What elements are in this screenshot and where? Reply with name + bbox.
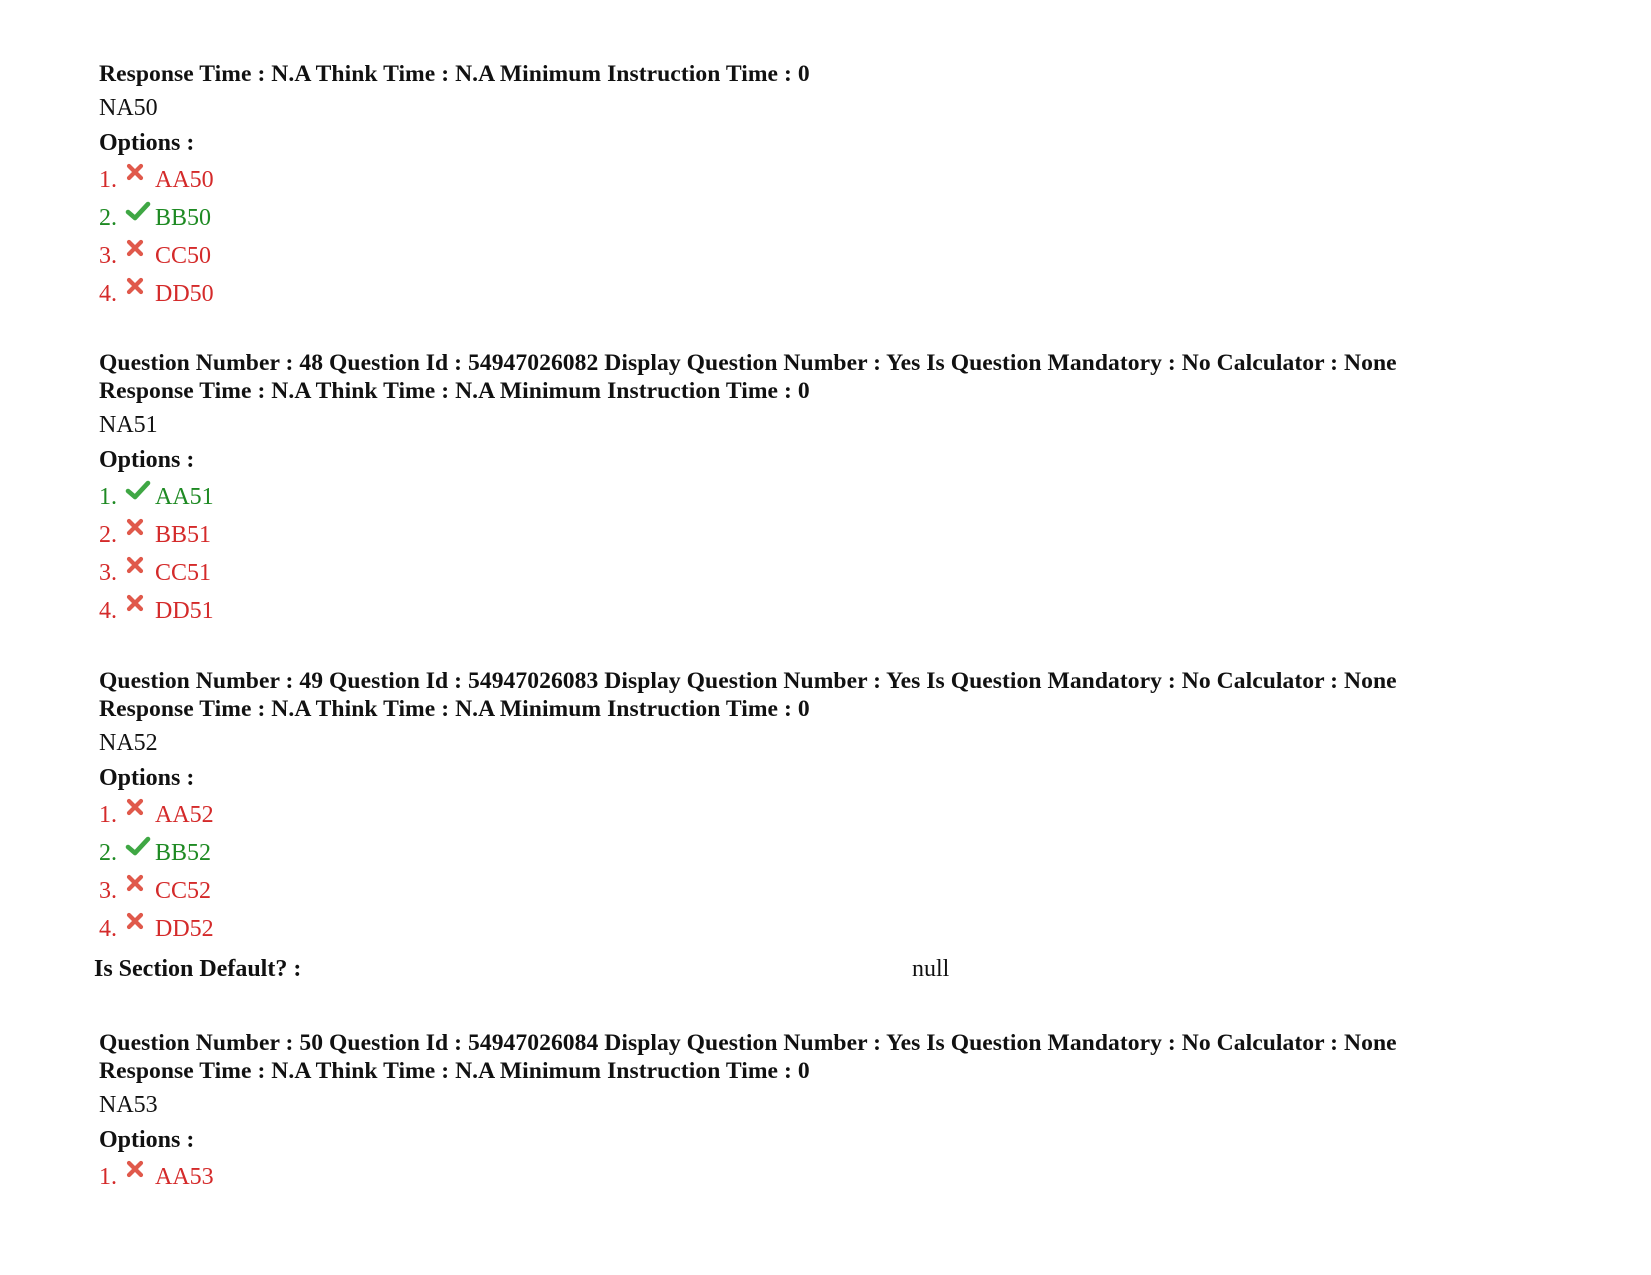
- option-number: 2.: [99, 840, 117, 866]
- option-item: [99, 915, 214, 943]
- response-time-line: Response Time : N.A Think Time : N.A Minimum Instruction Time : 0: [99, 696, 810, 722]
- cross-icon: [125, 915, 155, 943]
- options-label: Options :: [99, 447, 195, 473]
- option-label: AA51: [155, 484, 214, 510]
- option-number: 3.: [99, 878, 117, 904]
- option-number: 1.: [99, 167, 117, 193]
- option-item: [99, 839, 211, 867]
- question-header-line: Question Number : 48 Question Id : 54947026082 Display Question Number : Yes Is Question Mandatory : No Calculator : None: [99, 350, 1397, 376]
- option-item: [99, 597, 214, 625]
- response-time-line: Response Time : N.A Think Time : N.A Minimum Instruction Time : 0: [99, 378, 810, 404]
- option-label: DD51: [155, 598, 214, 624]
- options-label: Options :: [99, 765, 195, 791]
- option-label: CC51: [155, 560, 212, 586]
- cross-icon: [125, 597, 155, 625]
- options-label: Options :: [99, 1127, 195, 1153]
- cross-icon: [125, 166, 155, 194]
- option-item: [99, 166, 214, 194]
- response-time-line: Response Time : N.A Think Time : N.A Minimum Instruction Time : 0: [99, 1058, 810, 1084]
- question-text: NA52: [99, 730, 158, 756]
- option-number: 1.: [99, 484, 117, 510]
- option-item: [99, 521, 211, 549]
- cross-icon: [125, 242, 155, 270]
- option-item: [99, 877, 211, 905]
- option-item: [99, 483, 214, 511]
- option-item: [99, 242, 211, 270]
- option-label: DD50: [155, 281, 214, 307]
- option-number: 1.: [99, 802, 117, 828]
- option-number: 4.: [99, 916, 117, 942]
- check-icon: [125, 483, 155, 511]
- option-number: 1.: [99, 1164, 117, 1190]
- option-item: [99, 1163, 214, 1191]
- cross-icon: [125, 877, 155, 905]
- option-item: [99, 559, 211, 587]
- question-header-line: Question Number : 50 Question Id : 54947026084 Display Question Number : Yes Is Question Mandatory : No Calculator : None: [99, 1030, 1397, 1056]
- section-default-label: Is Section Default? :: [94, 956, 302, 982]
- check-icon: [125, 839, 155, 867]
- option-number: 4.: [99, 598, 117, 624]
- cross-icon: [125, 521, 155, 549]
- response-time-line: Response Time : N.A Think Time : N.A Minimum Instruction Time : 0: [99, 61, 810, 87]
- section-default-value: null: [912, 956, 950, 982]
- options-label: Options :: [99, 130, 195, 156]
- question-text: NA53: [99, 1092, 158, 1118]
- cross-icon: [125, 559, 155, 587]
- question-text: NA50: [99, 95, 158, 121]
- option-item: [99, 801, 214, 829]
- cross-icon: [125, 801, 155, 829]
- option-label: AA50: [155, 167, 214, 193]
- option-label: AA53: [155, 1164, 214, 1190]
- option-number: 3.: [99, 243, 117, 269]
- option-number: 2.: [99, 205, 117, 231]
- option-number: 3.: [99, 560, 117, 586]
- option-label: BB50: [155, 205, 212, 231]
- option-label: CC50: [155, 243, 212, 269]
- option-label: AA52: [155, 802, 214, 828]
- option-item: [99, 204, 211, 232]
- option-number: 2.: [99, 522, 117, 548]
- cross-icon: [125, 1163, 155, 1191]
- question-header-line: Question Number : 49 Question Id : 54947026083 Display Question Number : Yes Is Question Mandatory : No Calculator : None: [99, 668, 1397, 694]
- option-item: [99, 280, 214, 308]
- option-number: 4.: [99, 281, 117, 307]
- option-label: BB52: [155, 840, 212, 866]
- option-label: CC52: [155, 878, 212, 904]
- cross-icon: [125, 280, 155, 308]
- option-label: DD52: [155, 916, 214, 942]
- option-label: BB51: [155, 522, 212, 548]
- question-text: NA51: [99, 412, 158, 438]
- check-icon: [125, 204, 155, 232]
